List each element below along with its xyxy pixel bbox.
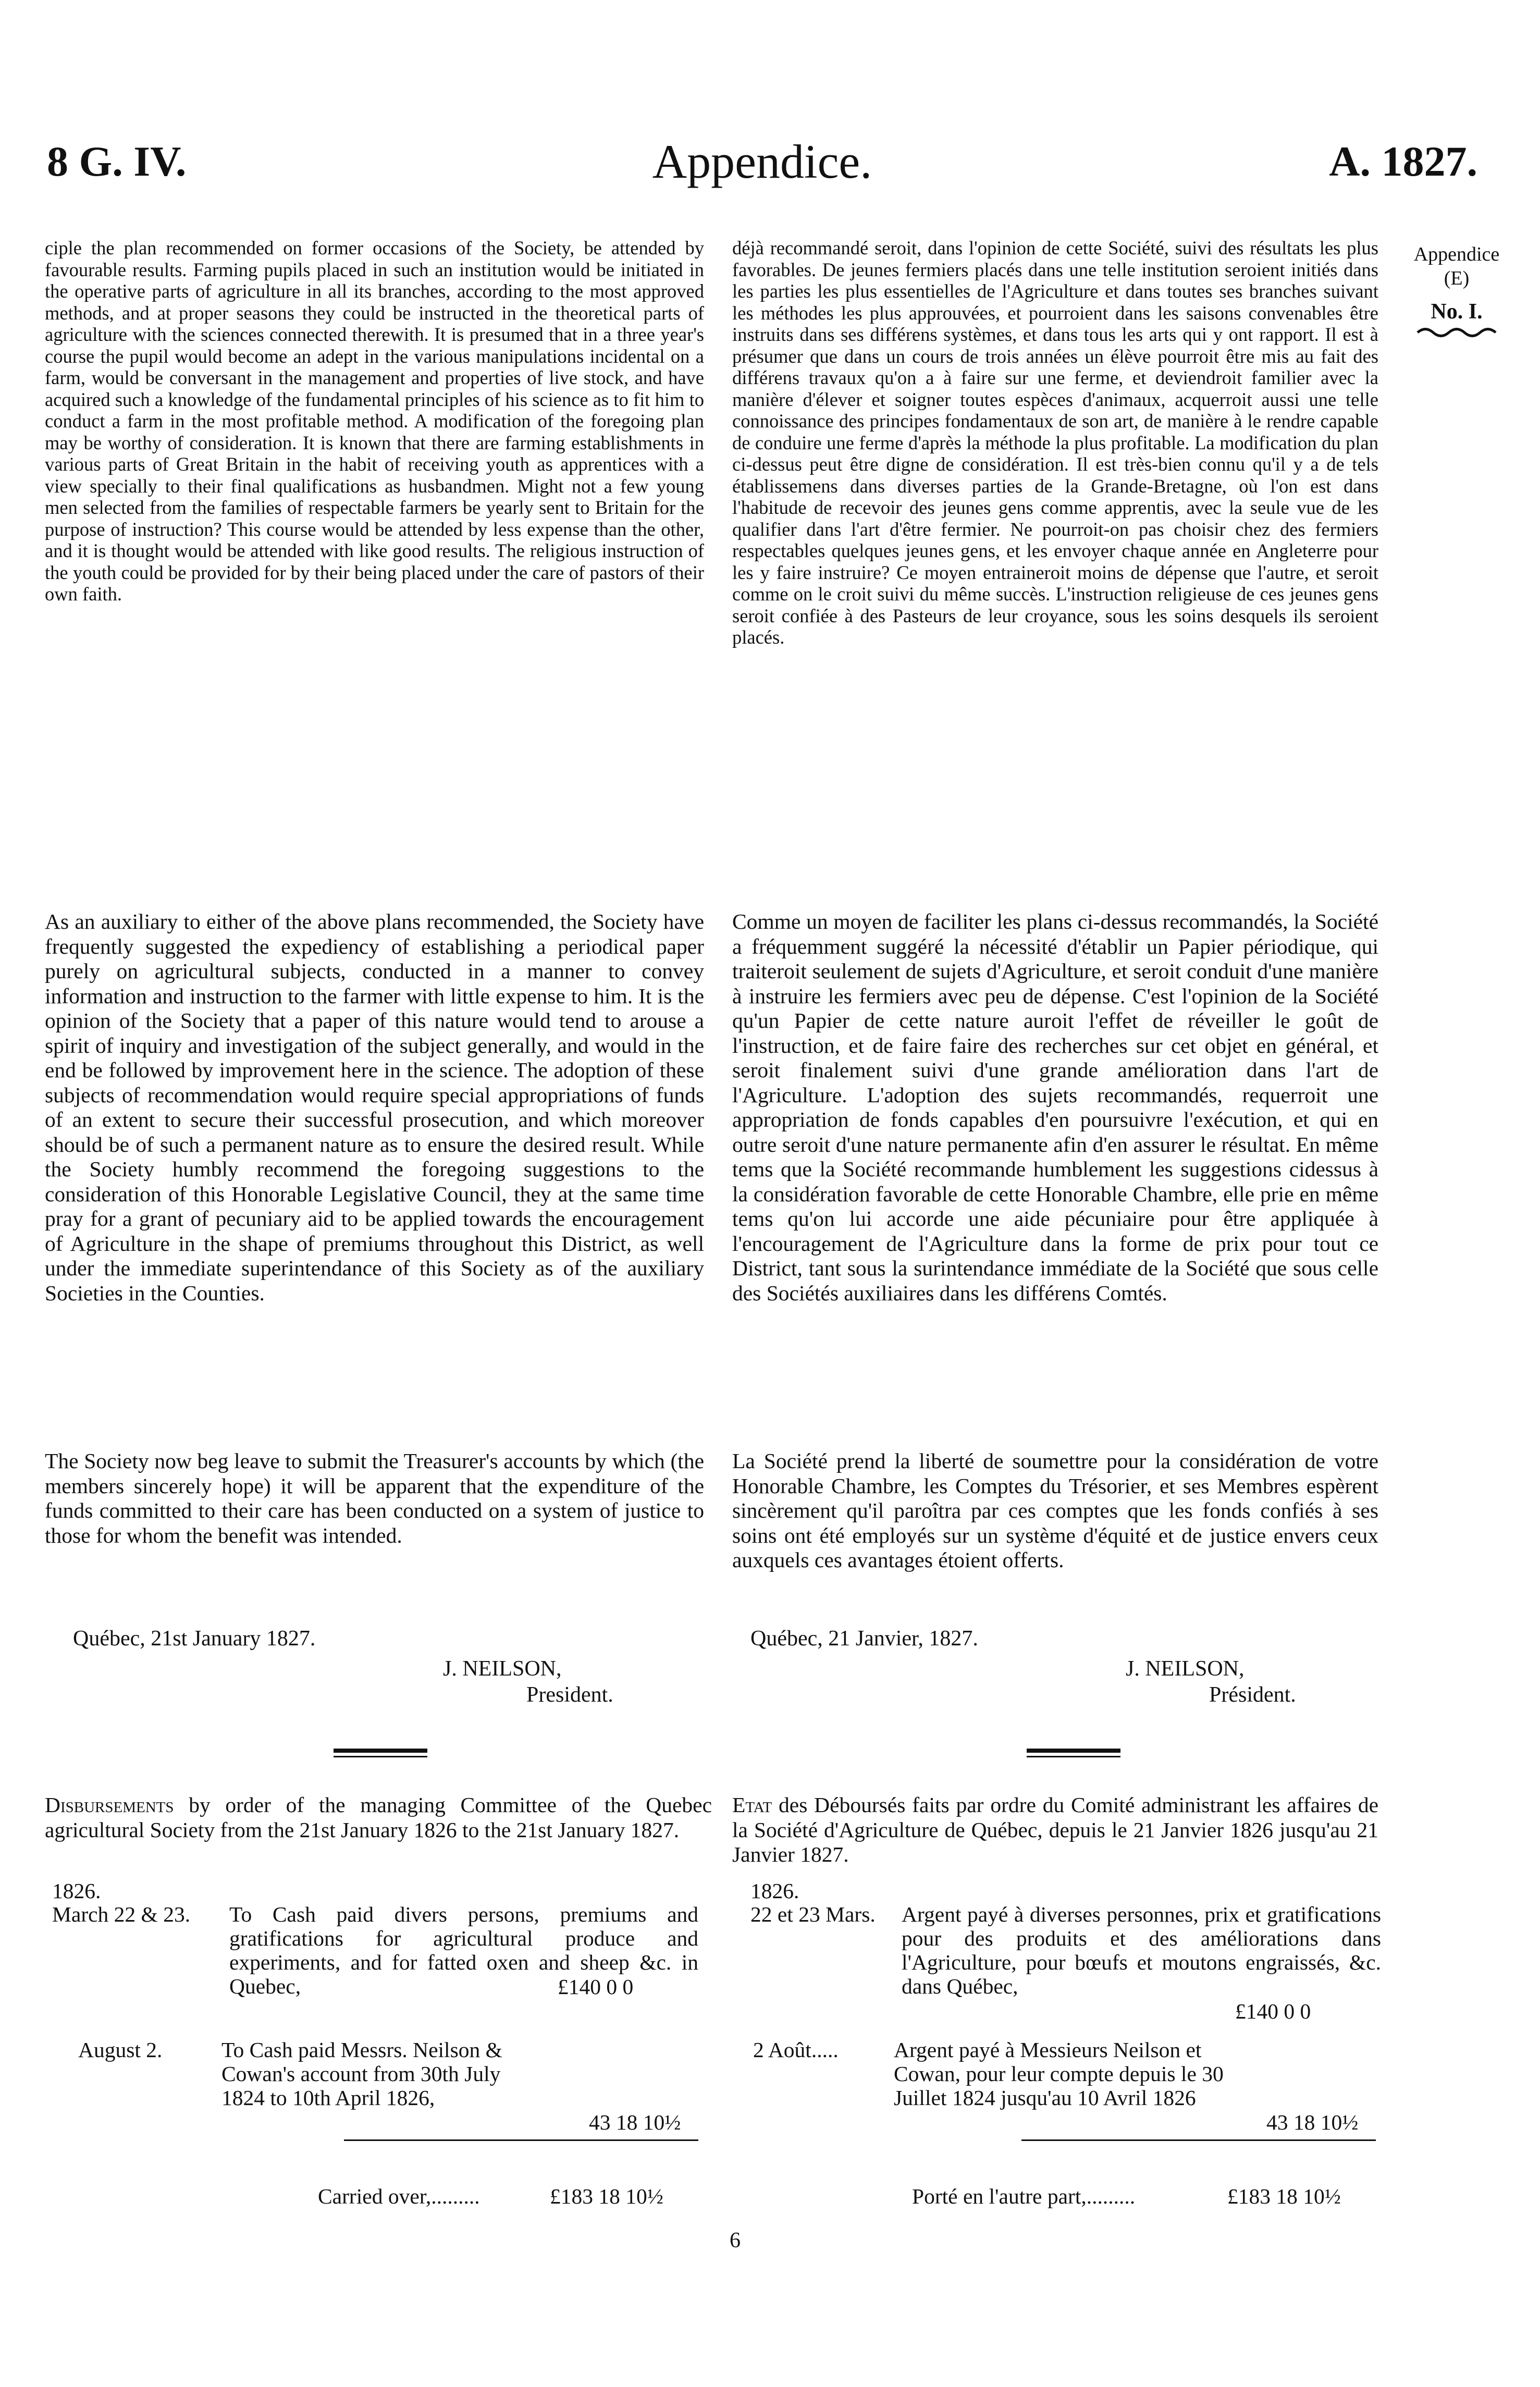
french-entry2-amount: 43 18 10½ [1266, 2110, 1359, 2134]
squiggle-ornament [1415, 326, 1498, 339]
french-disbursements-text: des Déboursés faits par ordre du Comité administrant les affaires de la Société d'Agriculture de Québec, depuis le 21 Janvier 1826 jusqu'au 21 Janvier 1827. [732, 1793, 1378, 1866]
english-paragraph-2: As an auxiliary to either of the above plans recommended, the Society have frequently suggested the expediency of establishing a periodical paper purely on agricultural subjects, conducted in a manner to convey information and instruction to the farmer with little expense to him. It is the opinion of the Society that a paper of this nature would tend to arouse a spirit of inquiry and investigation of the subject generally, and would in the end be followed by improvement here in the science. The adoption of these subjects of recommendation would require special appropriations of funds of an extent to secure their successful prosecution, and which moreover should be of such a permanent nature as to ensure the desired result. While the Society humbly recommend the foregoing suggestions to the consideration of this Honorable Legislative Council, they at the same time pray for a grant of pecuniary aid to be applied towards the encouragement of Agriculture in the shape of premiums throughout this District, as well under the immediate superintendance of this Society as of the auxiliary Societies in the Counties. [45, 909, 704, 1305]
english-carried-label: Carried over,......... [318, 2184, 480, 2208]
french-signer-title: Président. [1209, 1683, 1296, 1707]
english-carried-amount: £183 18 10½ [550, 2184, 663, 2208]
french-total-rule [1021, 2139, 1376, 2141]
running-header [47, 133, 1477, 190]
french-signer: J. NEILSON, [1126, 1657, 1245, 1681]
english-disbursements-heading [45, 1793, 712, 1842]
margin-note-appendice: Appendice [1413, 243, 1500, 265]
english-year: 1826. [52, 1879, 101, 1903]
french-carried-amount: £183 18 10½ [1227, 2184, 1341, 2208]
margin-note-letter: (E) [1444, 267, 1470, 289]
french-paragraph-2: Comme un moyen de faciliter les plans ci-dessus recommandés, la Société a fréquemment suggéré la nécessité d'établir un Papier périodique, qui traiteroit seulement de sujets d'Agriculture, et seroit conduit d'une manière à instruire les fermiers avec peu de dépense. C'est l'opinion de la Société qu'un Papier de cette nature auroit l'effet de réveiller le goût de l'instruction, et de faire faire des recherches sur cet objet en général, et seroit finalement suivi d'une grande amélioration dans l'art de l'Agriculture. L'adoption des sujets recommandés, requerroit une appropriation de fonds capables d'en poursuivre l'exécution, et qui en outre seroit d'une nature permanente afin d'en assurer le résultat. En même tems que la Société recommande humblement les suggestions cidessus à la considération favorable de cette Honorable Chambre, elle prie en même tems qu'on lui accorde une aide pécuniaire pour être appliquée à l'encouragement de l'Agriculture dans la forme de prix pour tout ce District, tant sous la surintendance immédiate de la Société que sous celle des Sociétés auxiliaires dans les différens Comtés. [732, 909, 1378, 1305]
french-etat-label: Etat [732, 1793, 772, 1817]
session-label: 8 G. IV. [47, 138, 187, 185]
english-place-date: Québec, 21st January 1827. [73, 1627, 316, 1651]
english-signer: J. NEILSON, [443, 1657, 562, 1681]
english-entry2-amount: 43 18 10½ [589, 2110, 681, 2134]
french-place-date: Québec, 21 Janvier, 1827. [750, 1627, 978, 1651]
english-total-rule [344, 2139, 698, 2141]
french-entry2-text: Argent payé à Messieurs Neilson et Cowan, pour leur compte depuis le 30 Juillet 1824 jusqu'au 10 Avril 1826 [894, 2038, 1224, 2110]
french-disbursements-heading [732, 1793, 1378, 1867]
french-entry1-text: Argent payé à diverses personnes, prix et gratifications pour des produits et des améliorations dans l'Agriculture, pour bœufs et moutons engraissés, &c. dans Québec, [902, 1902, 1381, 1998]
english-entry2-date: August 2. [78, 2038, 163, 2062]
margin-note [1402, 242, 1511, 339]
english-entry2-text: To Cash paid Messrs. Neilson & Cowan's account from 30th July 1824 to 10th April 1826, [221, 2038, 502, 2110]
page-title: Appendice. [652, 135, 872, 188]
english-signer-title: President. [526, 1683, 613, 1707]
english-entry1-text: To Cash paid divers persons, premiums and gratifications for agricultural produce and experiments, and for fatted oxen and sheep &c. in Quebec, [229, 1902, 698, 1998]
english-disbursements-label: Disbursements [45, 1793, 174, 1817]
english-entry1-amount: £140 0 0 [558, 1975, 634, 1999]
page-number: 6 [730, 2229, 741, 2253]
margin-note-number: No. I. [1431, 300, 1483, 324]
english-disbursements-text: by order of the managing Committee of the Quebec agricultural Society from the 21st January 1826 to the 21st January 1827. [45, 1793, 712, 1842]
french-entry2-date: 2 Août..... [753, 2038, 839, 2062]
french-paragraph-3: La Société prend la liberté de soumettre pour la considération de votre Honorable Chambre, les Comptes du Trésorier, et ses Membres espèrent sincèrement qu'il paroîtra par ces comptes que les fonds confiés à ses soins ont été employés sur un système d'équité et de justice envers ceux auxquels ces avantages étoient offerts. [732, 1449, 1378, 1572]
divider-rule-right [1027, 1749, 1120, 1753]
french-carried-label: Porté en l'autre part,......... [912, 2184, 1136, 2208]
year-label: A. 1827. [1329, 138, 1477, 185]
divider-rule-right-thin [1027, 1756, 1120, 1757]
french-entry1-amount: £140 0 0 [1235, 1999, 1311, 2023]
english-paragraph-1: ciple the plan recommended on former occasions of the Society, be attended by favourable results. Farming pupils placed in such an institution would be initiated in the operative parts of agriculture in all its branches, according to the most approved methods, and at proper seasons they could be instructed in the theoretical parts of agriculture with the sciences connected therewith. It is presumed that in a three year's course the pupil would become an adept in the various manipulations incidental on a farm, would be conversant in the management and properties of live stock, and have acquired such a knowledge of the fundamental principles of his science as to fit him to conduct a farm in the most profitable method. A modification of the foregoing plan may be worthy of consideration. It is known that there are farming establishments in various parts of Great Britain in the habit of receiving youth as apprentices with a view specially to their final qualifications as husbandmen. Might not a few young men selected from the families of respectable farmers be yearly sent to Britain for the purpose of instruction? This course would be attended by less expense than the other, and it is thought would be attended with like good results. The religious instruction of the youth could be provided for by their being placed under the care of pastors of their own faith. [45, 237, 704, 605]
english-paragraph-3: The Society now beg leave to submit the Treasurer's accounts by which (the members sincerely hope) it will be apparent that the expenditure of the funds committed to their care has been conducted on a system of justice to those for whom the benefit was intended. [45, 1449, 704, 1547]
french-year: 1826. [750, 1879, 799, 1903]
divider-rule-left-thin [334, 1756, 427, 1757]
divider-rule-left [334, 1749, 427, 1753]
english-entry1-date: March 22 & 23. [52, 1902, 191, 1926]
french-paragraph-1: déjà recommandé seroit, dans l'opinion de cette Société, suivi des résultats les plus favorables. De jeunes fermiers placés dans une telle institution seroient initiés dans les parties les plus essentielles de l'Agriculture et dans toutes ses branches suivant les méthodes les plus approuvées, et pourroient dans les saisons convenables être instruits dans ses différens systèmes, et dans tous les arts qui y ont rapport. Il est à présumer que dans un cours de trois années un élève pourroit être mis au fait des différens travaux qu'on a à faire sur une ferme, et deviendroit familier avec la manière d'élever et soigner toutes espèces d'animaux, acquerroit aussi une telle connoissance des principes fondamentaux de son art, de manière à le rendre capable de conduire une ferme d'après la méthode la plus profitable. La modification du plan ci-dessus peut être digne de considération. Il est très-bien connu qu'il y a de tels établissemens dans diverses parties de la Grande-Bretagne, où l'on est dans l'habitude de recevoir des jeunes gens comme apprentis, avec la seule vue de les qualifier dans l'art d'être fermier. Ne pourroit-on pas choisir chez des fermiers respectables quelques jeunes gens, et les envoyer chaque année en Angleterre pour les y faire instruire? Ce moyen entraineroit moins de dépense que l'autre, et seroit comme on le croit suivi du même succès. L'instruction religieuse de ces jeunes gens seroit confiée à des Pasteurs de leur croyance, sous les soins desquels ils seroient placés. [732, 237, 1378, 648]
french-entry1-date: 22 et 23 Mars. [750, 1902, 876, 1926]
